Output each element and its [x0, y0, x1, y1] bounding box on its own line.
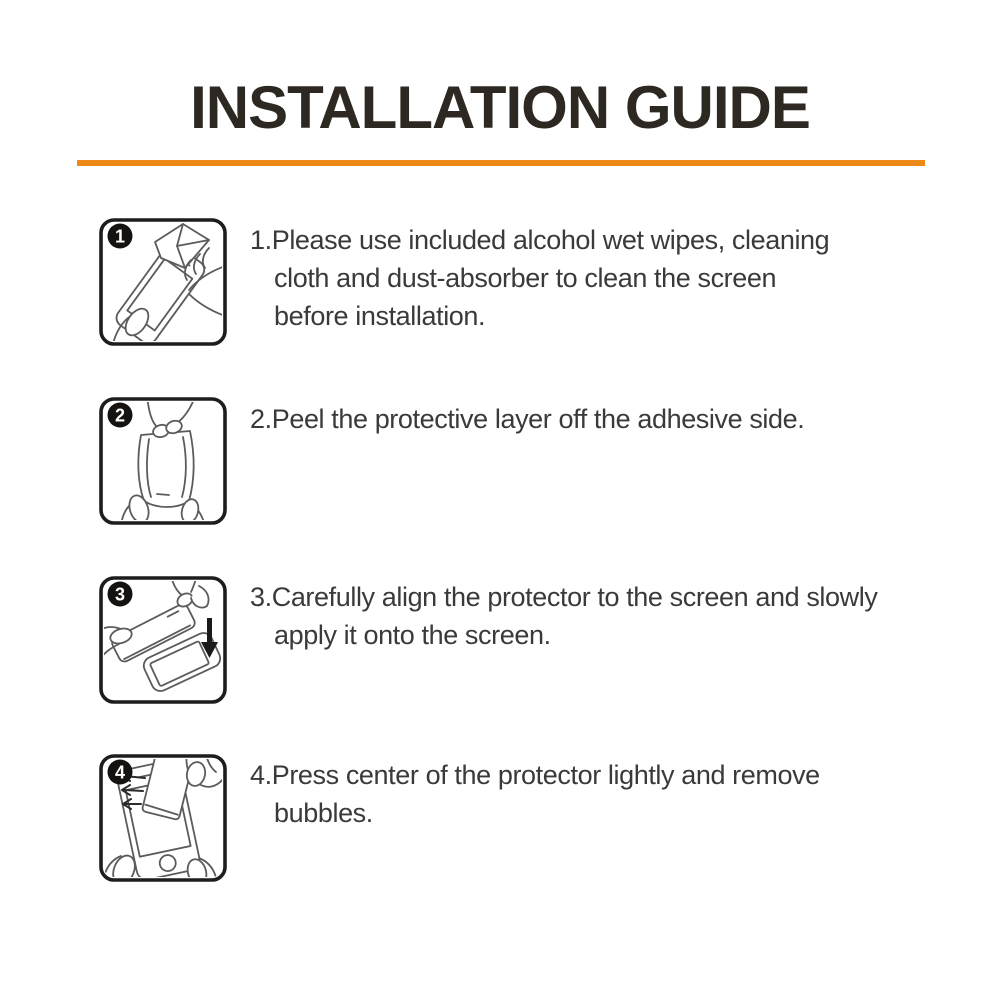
step-number-badge	[108, 403, 133, 428]
text-line: before installation.	[274, 301, 486, 331]
step-2-illustration	[97, 395, 229, 527]
svg-text:1: 1	[114, 226, 126, 247]
step-number-badge	[108, 582, 133, 607]
hand-icon	[171, 576, 209, 609]
svg-text:3: 3	[114, 584, 126, 605]
text-line: 2.Peel the protective layer off the adhesive side.	[250, 404, 805, 434]
text-line: apply it onto the screen.	[274, 620, 551, 650]
step-number-badge	[108, 760, 133, 785]
title-divider	[77, 160, 925, 166]
step-3-text	[250, 578, 877, 654]
svg-text:4: 4	[114, 762, 126, 783]
step-4-text	[250, 756, 820, 832]
step-2-text	[250, 400, 804, 438]
text-line: bubbles.	[274, 798, 373, 828]
text-line: cloth and dust-absorber to clean the screen	[274, 263, 777, 293]
svg-text:2: 2	[114, 405, 126, 426]
text-line: 1.Please use included alcohol wet wipes, cleaning	[250, 225, 830, 255]
step-number-badge	[108, 224, 133, 249]
step-4-illustration	[97, 752, 229, 884]
text-line: 4.Press center of the protector lightly and remove	[250, 760, 820, 790]
step-3-illustration	[97, 574, 229, 706]
text-line: 3.Carefully align the protector to the screen and slowly	[250, 582, 878, 612]
film-icon	[138, 431, 193, 507]
page-title: INSTALLATION GUIDE	[190, 74, 810, 141]
step-1-illustration	[97, 216, 229, 348]
step-1-text	[250, 221, 829, 335]
